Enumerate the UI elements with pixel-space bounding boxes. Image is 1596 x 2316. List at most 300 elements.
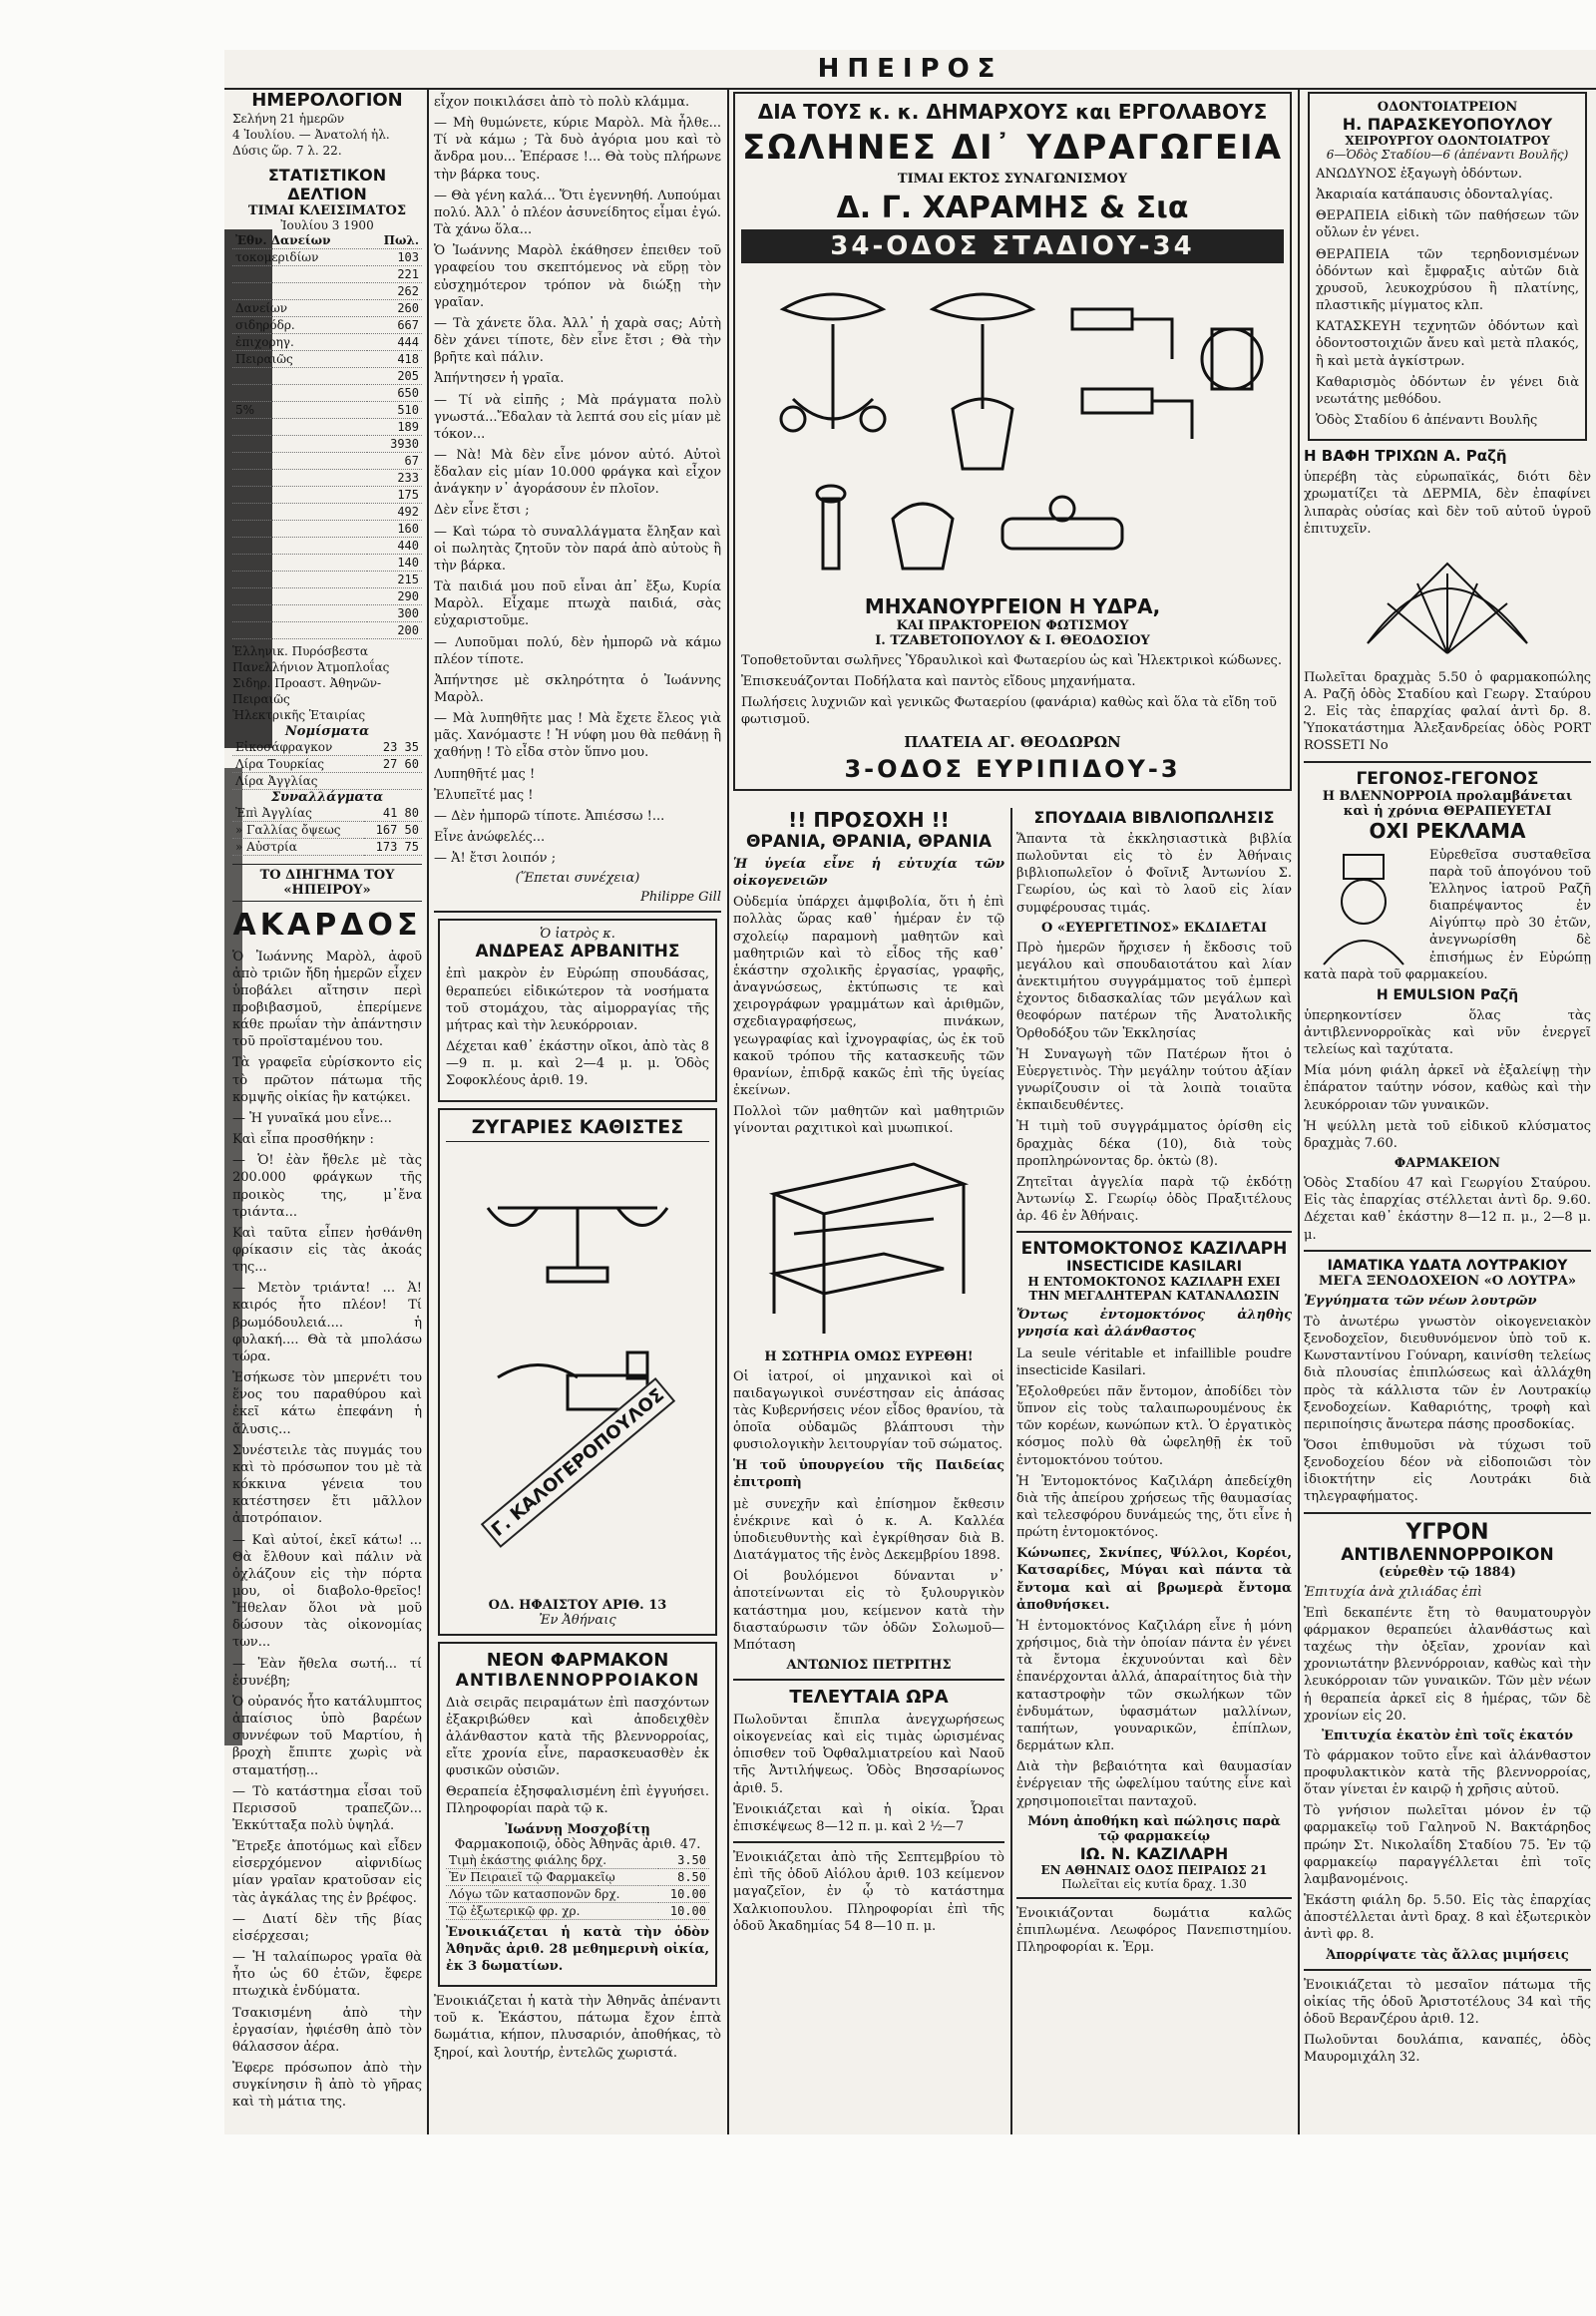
remedy-lead: Ἐπιτυχία ἀνὰ χιλιάδας ἐπὶ xyxy=(1304,1584,1483,1600)
remedy-body: Τὸ φάρμακον τοῦτο εἶνε καὶ ἀλάνθαστον προφυλακτικὸν κατὰ τῆς βλεννορροίας, ὅταν γίνεται ἐν καιρῷ ἡ χρῆσις αὐτοῦ. xyxy=(1304,1747,1591,1798)
story-author: Philippe Gill xyxy=(640,890,721,906)
table-row xyxy=(446,1868,709,1885)
dye-sales: Πωλεῖται δραχμὰς 5.50 ὁ φαρμακοπώλης Α. Ραζῆ ὁδὸς Σταδίου καὶ Γεωργ. Σταύρου 2. Εἰς τὰς ἐπαρχίας φαλαί ἀντὶ δρ. 8. Ὑποκατάστημα Ἀλεξανδρείας ὁδὸς PORT ROSSETI No xyxy=(1304,669,1591,754)
springs-lead: Ἐγγύηματα τῶν νέων λουτρῶν xyxy=(1304,1293,1537,1309)
column-rule xyxy=(727,90,729,2134)
cell xyxy=(232,452,367,469)
ad-company: Δ. Γ. ΧΑΡΑΜΗΣ & Σια xyxy=(836,191,1189,225)
fixtures-illustration xyxy=(753,269,1272,588)
divider xyxy=(1016,1897,1292,1899)
divider xyxy=(1304,1250,1591,1252)
stats-misc: Ἠλεκτρικῆς Ἑταιρίας xyxy=(232,708,366,723)
cell: 205 xyxy=(367,367,422,384)
cell: τοκομεριδίων xyxy=(232,248,367,265)
ad-prices: ΤΙΜΑΙ ΕΚΤΟΣ ΣΥΝΑΓΩΝΙΣΜΟΥ xyxy=(897,172,1128,187)
table-header xyxy=(232,232,422,249)
center-column xyxy=(733,90,1292,2134)
insect-list: Κώνωπες, Σκνίπες, Ψύλλοι, Κορέοι, Κατσαρίδες, Μύγαι καὶ πάντα τὰ ἔντομα καὶ αἱ βρωμερὰ ἔντομα ἀποθνήσκει. xyxy=(1016,1546,1292,1613)
story-paragraph: — Νὰ! Μὰ δὲν εἶνε μόνον αὐτό. Αὐτοὶ ἔδαλαν εἰς μίαν 10.000 φράγκα καὶ εἶχον ἀνάγκην ν᾽ ἀγοράσουν ἐν πλοῖον. xyxy=(434,447,721,498)
story-paragraph: Λυπηθῆτέ μας ! xyxy=(434,766,536,782)
cell xyxy=(232,571,367,587)
cell: 189 xyxy=(367,418,422,435)
table-row xyxy=(232,520,422,537)
cell xyxy=(232,486,367,503)
coins-title: Νομίσματα xyxy=(284,723,370,739)
insect-line: Η ΕΝΤΟΜΟΚΤΟΝΟΣ ΚΑΖΙΛΑΡΗ ΕΧΕΙ ΤΗΝ ΜΕΓΑΛΗΤΕΡΑΝ ΚΑΤΑΝΑΛΩΣΙΝ xyxy=(1027,1275,1281,1304)
journal-title: Ο «ΕΥΕΡΓΕΤΙΝΟΣ» ΕΚΔΙΔΕΤΑΙ xyxy=(1040,920,1267,936)
story-paragraph: Τὰ γραφεῖα εὑρίσκοντο εἰς τὸ πρῶτον πάτωμα τῆς κομψῆς οἰκίας ἣν κατῴκει. xyxy=(232,1055,422,1105)
stats-misc: Πανελλήνιον Ἀτμοπλοΐας xyxy=(232,659,390,674)
cell: 667 xyxy=(367,316,422,333)
stats-title: ΣΤΑΤΙΣΤΙΚΟΝ ΔΕΛΤΙΟΝ xyxy=(267,165,387,203)
cell: 290 xyxy=(367,587,422,604)
cell: σιδηρόδρ. xyxy=(232,316,367,333)
story-paragraph: Τὰ παιδιά μου ποῦ εἶναι ἀπ᾽ ἔξω, Κυρία Μαρὸλ. Εἶχαμε πτωχὰ παιδιά, σὰς εὐχαριστοῦμε. xyxy=(434,579,721,629)
stats-misc: Ἑλληνικ. Πυρόσβεστα xyxy=(232,643,368,658)
table-row xyxy=(232,587,422,604)
story-paragraph: Ἐφερε πρόσωπον ἀπὸ τὴν συγκίνησιν ἢ ἀπὸ τὸ γῆρας καὶ τὴ μάτια της. xyxy=(232,2061,422,2111)
table-row xyxy=(232,469,422,486)
dye-text: ὑπερέβη τὰς εὐρωπαϊκάς, διότι δὲν χρωματίζει τὰ ΔΕΡΜΙΑ, δὲν ἐπαφίνει λιπαρὰς οὐσίας καὶ δὲν τοῦ αὐτοῦ ὑγροῦ ἐπιτυχεῖν. xyxy=(1304,470,1591,537)
committee-line: Ἡ τοῦ ὑπουργείου τῆς Παιδείας ἐπιτροπὴ xyxy=(733,1458,1004,1491)
last-hour-title: ΤΕΛΕΥΤΑΙΑ ΩΡΑ xyxy=(789,1687,949,1708)
books-body: Ἡ Συναγωγὴ τῶν Πατέρων ἤτοι ὁ Εὐεργετινὸς. Τὴν μεγάλην τούτου ἀξίαν γνωρίζουσιν οἱ τὰ λοιπὰ τοιαῦτα ἐκπαιδευθέντες. xyxy=(1016,1046,1292,1114)
cell xyxy=(232,469,367,486)
story-paragraph: Καὶ εἶπα προσθήκην : xyxy=(232,1132,374,1148)
insect-french: La seule véritable et infaillible poudre insecticide Kasilari. xyxy=(1016,1346,1292,1378)
cell: 300 xyxy=(367,604,422,621)
cell: 260 xyxy=(367,299,422,316)
insect-body: Ἐξολοθρεύει πᾶν ἔντομον, ἀποδίδει τὸν ὕπνον εἰς τοὺς ταλαιπωρουμένους ἐκ τῶν κορέων, κωνώπων κτλ. Ὁ ἐργατικὸς κόσμος πολὺ θὰ ὠφεληθῇ ἐκ τοῦ ἐντομοκτόνου τούτου. xyxy=(1016,1383,1292,1468)
divider xyxy=(434,911,721,913)
pipes-ad xyxy=(733,92,1292,791)
cell xyxy=(232,418,367,435)
cell xyxy=(232,503,367,520)
story-paragraph: — Μὴ θυμώνετε, κύριε Μαρὸλ. Μὰ ἦλθε... Τί νὰ κάμω ; Τὰ δυὸ ἀγόρια μου καὶ τὸ ἄνδρα μου... Ἐπέρασε !... Θὰ τοὺς πλήρωνε τὴν βάρκα τους. xyxy=(434,116,721,183)
cell xyxy=(232,587,367,604)
left-column xyxy=(232,90,422,2134)
story-paragraph: — Θὰ γένη καλά... Ὅτι ἐγεννηθή. Λυπούμαι πολύ. Ἀλλ᾽ ὁ πλέον ἀσυνείδητος εἶμαι ἐγώ. Τὰ χάνω ὅλα... xyxy=(434,188,721,238)
story-paragraph: Ἐλυπεῖτέ μας ! xyxy=(434,787,534,803)
table-row xyxy=(232,739,422,756)
divider xyxy=(1304,761,1591,763)
portrait-icon xyxy=(1324,855,1403,965)
springs-hotel: ΜΕΓΑ ΞΕΝΟΔΟΧΕΙΟΝ «Ο ΛΟΥΤΡΑ» xyxy=(1319,1273,1576,1289)
fact-ad xyxy=(1304,769,1591,1244)
fact-body: ὑπερηκοντίσεν ὅλας τὰς ἀντιβλεννορροϊκὰς καὶ νῦν ἐνεργεῖ τελείως καὶ ταχύτατα. xyxy=(1304,1007,1591,1058)
cell: » Γαλλίας ὄψεως xyxy=(232,821,364,838)
books-body: Πρὸ ἡμερῶν ἤρχισεν ἡ ἔκδοσις τοῦ μεγάλου καὶ σπουδαιοτάτου καὶ λίαν ἀνεκτιμήτου συγγράμματος τοῦ ἐμπερὶ ἐχοντος διδασκαλίας τῶν μεγάλων καὶ θεοφόρων πατέρων τῆς Ἀνατολικῆς Ὀρθοδόξου τῶν Ἐκκλησίας xyxy=(1016,940,1292,1041)
dentist-lines xyxy=(1316,166,1579,429)
insect-body: Διὰ τὴν βεβαιότητα καὶ θαυμασίαν ἐνέργειαν τῆς ὠφελίμου ταύτης εἶνε καὶ χρησιμοποιεῖται πανταχοῦ. xyxy=(1016,1759,1292,1809)
cell: 200 xyxy=(367,621,422,638)
rent-note: Ἐνοικιάζεται τὸ μεσαῖον πάτωμα τῆς οἰκίας τῆς ὁδοῦ Ἀριστοτέλους 34 καὶ τῆς ὁδοῦ Βερανζέρου ἀριθ. 12. xyxy=(1304,1977,1591,2027)
story-paragraph: Ἀπήντησε μὲ σκληρότητα ὁ Ἰωάννης Μαρὸλ. xyxy=(434,672,721,705)
story-kicker: ΤΟ ΔΙΗΓΗΜΑ ΤΟΥ «ΗΠΕΙΡΟΥ» xyxy=(232,864,422,902)
cell: Λόγω τῶν κατασπονῶν δρχ. xyxy=(446,1885,658,1902)
lantern-icon xyxy=(1202,329,1262,389)
desks-body: Οἱ ἰατροί, οἱ μηχανικοὶ καὶ οἱ παιδαγωγικοὶ συνέστησαν εἰς ἁπάσας τὰς Κυβερνήσεις νέον εἶδος θρανίου, τὰ ὁποῖα οὐδαμῶς βλάπτουσι τὴν φυσιολογικὴν λειτουργίαν τοῦ σώματος. xyxy=(733,1368,1004,1453)
cell xyxy=(232,621,367,638)
story-paragraph: — Ἐὰν ἤθελα σωτή... τί ἐσυνέβη; xyxy=(232,1656,422,1689)
table-row xyxy=(232,333,422,350)
dentist-name: Η. ΠΑΡΑΣΚΕΥΟΠΟΥΛΟΥ xyxy=(1342,115,1553,134)
table-row xyxy=(232,805,422,822)
faucet-icon xyxy=(1072,309,1192,439)
table-row xyxy=(232,401,422,418)
story-paragraph: — Διατί δὲν τῆς βίας εἰσέρχεσαι; xyxy=(232,1911,422,1944)
cell xyxy=(232,282,367,299)
desks-body: Οὐδεμία ὑπάρχει ἀμφιβολία, ὅτι ἡ ἐπὶ πολλὰς ὥρας καθ᾽ ἡμέραν ἐν τῷ σχολείῳ παραμονὴ μαθητῶν καὶ μαθητριῶν καὶ τὸ εἶδος τῆς καθ᾽ ἑκάστην σχολικῆς ἐργασίας, γραφῆς, ἀναγνώσεως, ἐκτύπωσις τε καὶ χειρογράφων γραμμάτων καὶ ἀριθμῶν, σχεδιαγραφήσεως, πινάκων, γεωγραφίας καὶ ἰχνογραφίας, ὡς ἐκ τοῦ κακοῦ τρόπου τῆς κατασκευῆς τῶν θρανίων, ἐπιδρᾷ κακῶς ἐπὶ τῆς ὑγείας ἐκείνων. xyxy=(733,895,1004,1099)
table-row xyxy=(232,772,422,789)
continued-note: (Ἕπεται συνέχεια) xyxy=(515,871,640,887)
ad-title: ΣΩΛΗΝΕΣ ΔΙ᾽ ΥΔΡΑΓΩΓΕΙΑ xyxy=(741,128,1284,168)
story-body xyxy=(232,949,422,2112)
doctor-name: ΑΝΔΡΕΑΣ ΑΡΒΑΝΙΤΗΣ xyxy=(475,942,680,963)
desks-body: Οἱ βουλόμενοι δύνανται ν᾽ ἀποτείνωνται εἰς τὸ ξυλουργικὸν κατάστημα μου, κείμενον κατὰ τὴν διασταύρωσιν τῶν ὁδῶν Σολωμοῦ—Μπόταση xyxy=(733,1569,1004,1653)
story-paragraph: εἶχον ποικιλάσει ἀπὸ τὸ πολὺ κλάμμα. xyxy=(434,95,690,110)
springs-body: Ὅσοι ἐπιθυμοῦσι νὰ τύχωσι τοῦ ξενοδοχείου δέον νὰ εἰδοποιῶσι τὸν ἰδιοκτήτην εἰς Λουτράκι διὰ τηλεγραφήματος. xyxy=(1304,1437,1591,1505)
sale-name: ΙΩ. Ν. ΚΑΖΙΛΑΡΗ xyxy=(1079,1843,1229,1863)
table-row xyxy=(232,248,422,265)
cell: 41 80 xyxy=(364,805,422,822)
dentist-line: Ἀκαριαία κατάπαυσις ὀδονταλγίας. xyxy=(1316,188,1553,203)
story-continuation xyxy=(434,94,721,867)
fact-line: Η ΒΛΕΝΝΟΡΡΟΙΑ προλαμβάνεται xyxy=(1322,788,1573,804)
dentist-line: ΘΕΡΑΠΕΙΑ τῶν τερηδονισμένων ὀδόντων καὶ ἔμφραξις αὐτῶν διὰ χρυσοῦ, λευκοχρύσου ἢ πλατίνης, πλαστικῆς μίγματος κλπ. xyxy=(1316,246,1579,314)
story-paragraph: Ὁ Ἰωάννης Μαρὸλ ἐκάθησεν ἐπειθεν τοῦ γραφείου του σκεπτόμενος νὰ εὕρῃ τὸν εὐσχημότερον τρόπον νὰ διώξῃ τὴν γραῖαν. xyxy=(434,243,721,310)
pharma-ad xyxy=(438,1642,717,1988)
table-row xyxy=(232,486,422,503)
doctor-ad xyxy=(438,919,717,1101)
cell: Ἐν Πειραιεῖ τῷ Φαρμακεῖῳ xyxy=(446,1868,658,1885)
dentist-role: ΧΕΙΡΟΥΡΓΟΥ ΟΔΟΝΤΟΙΑΤΡΟΥ xyxy=(1345,134,1550,148)
pharma-text: Θεραπεία ἐξησφαλισμένη ἐπὶ ἐγγυήσει. Πληροφορίαι παρὰ τῷ κ. xyxy=(446,1784,709,1817)
table-row xyxy=(232,838,422,855)
story-paragraph: — Ἡ ταλαίπωρος γραῖα θὰ ἦτο ὡς 60 ἐτῶν, ἔφερε πτωχικὰ ἐνδύματα. xyxy=(232,1950,422,2000)
cell: 8.50 xyxy=(658,1868,709,1885)
fact-body: Μία μόνη φιάλη ἀρκεῖ νὰ ἐξαλείψῃ τὴν ἐπάρατον ταύτην νόσον, καθὼς καὶ τὴν λευκόρροιαν τῶν γυναικῶν. xyxy=(1304,1063,1591,1113)
remedy-cure: Ἐπιτυχία ἑκατὸν ἐπὶ τοῖς ἑκατόν xyxy=(1322,1728,1573,1743)
divider xyxy=(733,1679,1004,1681)
ad-desc: Ἐπισκευάζονται Ποδήλατα καὶ παντὸς εἴδους μηχανήματα. xyxy=(741,674,1136,690)
story-paragraph: Ὁ Ἰωάννης Μαρὸλ, ἀφοῦ ἀπὸ τριῶν ἤδη ἡμερῶν εἶχεν ὑποβάλει αἴτησιν περὶ προβιβασμοῦ, ἐπερίμενε κάθε πρωΐαν τὴν ἀπάντησιν τοῦ προϊσταμένου του. xyxy=(232,949,422,1050)
cell: 27 60 xyxy=(367,755,422,772)
calendar-line: Δύσις ὥρ. 7 λ. 22. xyxy=(232,144,342,159)
last-hour-body: Πωλοῦνται ἔπιπλα ἀνεγχωρήσεως οἰκογενείας καὶ εἰς τιμὰς ὡρισμένας ὀπισθεν τοῦ Ὀφθαλμιατρείου καὶ Ναοῦ τῆς Ἀντιλήψεως. Ὁδὸς Βησσαρίωνος ἀριθ. 5. xyxy=(733,1713,1004,1796)
cell xyxy=(232,265,367,282)
table-row xyxy=(232,316,422,333)
stats-misc: Σιδηρ. Προαστ. Ἀθηνῶν-Πειραιῶς xyxy=(232,675,382,707)
cell: Εἰκοσάφραγκον xyxy=(232,739,367,756)
story-paragraph: — Καὶ αὐτοί, ἐκεῖ κάτω! ... Θὰ ἔλθουν καὶ πάλιν νὰ ὀχλάζουν εἰς τὴν πόρτα μου, οἱ διαβολο-θρεῖος! Ἤθελαν ὅλοι νὰ μοῦ δώσουν τὰς οἰκονομίας των... xyxy=(232,1532,422,1651)
cell: 3.50 xyxy=(658,1852,709,1869)
school-desk-illustration xyxy=(754,1144,984,1344)
calendar-line: Σελήνη 21 ἡμερῶν xyxy=(232,112,345,126)
fact-line: καὶ ἡ χρόνια ΘΕΡΑΠΕΥΕΤΑΙ xyxy=(1343,803,1552,819)
divider xyxy=(1016,1231,1292,1233)
cell: 510 xyxy=(367,401,422,418)
masthead-title: ΗΠΕΙΡΟΣ xyxy=(817,54,1003,84)
story-paragraph: — Καὶ τώρα τὸ συναλλάγματα ἔληξαν καὶ οἱ πωλητὰς ζητοῦν τὸν παρά ἀπὸ αὐτοὺς ἢ τὴν βάρκα. xyxy=(434,524,721,574)
table-row xyxy=(232,265,422,282)
books-body: Ζητεῖται ἀγγελία παρὰ τῷ ἐκδότῃ Ἀντωνίῳ Σ. Γεωρίῳ ὁδὸς Πραξιτέλους ἀρ. 46 ἐν Ἀθήναις. xyxy=(1016,1174,1292,1225)
column-rule xyxy=(1298,90,1300,2134)
springs-ad xyxy=(1304,1258,1591,1506)
pharmacy-address: Ὁδὸς Σταδίου 47 καὶ Γεωργίου Σταύρου. Εἰς τὰς ἐπαρχίας στέλλεται ἀντὶ δρ. 9.60. Δέχεται καθ᾽ ἑκάστην 8—12 π. μ., 2—8 μ. μ. xyxy=(1304,1176,1591,1243)
desks-title: ΘΡΑΝΙΑ, ΘΡΑΝΙΑ, ΘΡΑΝΙΑ xyxy=(745,832,993,852)
scale-icon xyxy=(498,1352,647,1409)
cell xyxy=(367,772,422,789)
cell: Τῷ ἐξωτερικῷ φρ. χρ. xyxy=(446,1902,658,1919)
cell: 233 xyxy=(367,469,422,486)
pharma-text: Διὰ σειρᾶς πειραμάτων ἐπὶ πασχόντων ἐξακριβώθεν καὶ ἀποδειχθὲν ἀλάνθαστον κατὰ τῆς βλεννορροίας, εἴτε χρονία εἶνε, παρασκευασθὲν ἐκ φυσικῶν οὐσιῶν. xyxy=(446,1695,709,1779)
cell xyxy=(232,367,367,384)
cell: Τιμὴ ἑκάστης φιάλης δρχ. xyxy=(446,1852,658,1869)
story-paragraph: — Ἀ! ἔτσι λοιπόν ; xyxy=(434,851,557,867)
story-paragraph: Ὁ οὐρανός ἦτο κατάλυμπτος ἀπαίσιος ὑπὸ βαρέων συννέφων τοῦ Μαρτίου, ἡ βροχὴ ἔπιπτε χωρὶς νὰ σταματήσῃ... xyxy=(232,1694,422,1778)
table-row xyxy=(232,554,422,571)
ad-sub2: ΚΑΙ ΠΡΑΚΤΟΡΕΙΟΝ ΦΩΤΙΣΜΟΥ xyxy=(896,618,1129,633)
dentist-address: 6—Ὁδὸς Σταδίου—6 (ἀπέναντι Βουλῆς) xyxy=(1326,148,1569,162)
ad-sub3: Ι. ΤΖΑΒΕΤΟΠΟΥΛΟΥ & Ι. ΘΕΟΔΟΣΙΟΥ xyxy=(875,633,1150,648)
story-paragraph: Δὲν εἶνε ἔτσι ; xyxy=(434,503,530,519)
table-row xyxy=(232,621,422,638)
remedy-note: Ἀπορρίψατε τὰς ἄλλας μιμήσεις xyxy=(1326,1947,1569,1963)
cell: 3930 xyxy=(367,435,422,452)
pharma-name: Ἰωάννῃ Μοσχοβίτῃ xyxy=(505,1821,650,1837)
dentist-line: Ὁδὸς Σταδίου 6 ἀπέναντι Βουλῆς xyxy=(1316,413,1538,429)
center-left-sub xyxy=(733,808,1004,1939)
table-row xyxy=(232,384,422,401)
cell xyxy=(232,554,367,571)
springs-body: Τὸ ἀνωτέρω γνωστὸν οἰκογενειακὸν ξενοδοχεῖον, διευθυνόμενον ὑπὸ τοῦ κ. Κωνσταντίνου Γούναρη, καινίσθη τελείως διὰ πλουσίας ἐπιπλώσεως καὶ ἀλλάχθη πρὸς τὰ κάλλιστα τῶν ἐν Λουτρακίῳ ξενοδοχείων. Καθαριότης, τροφὴ καὶ περιποίησις ἄνωτερα πάσης προσδοκίας. xyxy=(1304,1314,1591,1432)
rent-note: Ἐνοικιάζεται ἡ κατὰ τὴν Ἀθηνᾶς ἀπέναντι τοῦ κ. Ἑκάστου, πάτωμα ἔχον ἑπτὰ δωμάτια, κήπον, πλυσαριόν, ἀποθήκας, τὸ ξηροί, καὶ λουτήρ, ἐντελῶς χωριστά. xyxy=(434,1994,721,2061)
cell: Λίρα Τουρκίας xyxy=(232,755,367,772)
ad-sub1: ΜΗΧΑΝΟΥΡΓΕΙΟΝ Η ΥΔΡΑ, xyxy=(864,594,1161,618)
ad-square: ΠΛΑΤΕΙΑ ΑΓ. ΘΕΟΔΩΡΩΝ xyxy=(904,732,1121,751)
dentist-line: ΑΝΩΔΥΝΟΣ ἐξαγωγὴ ὀδόντων. xyxy=(1316,167,1523,182)
center-right-sub xyxy=(1016,808,1292,1960)
remedy-body: Ἐπὶ δεκαπέντε ἔτη τὸ θαυματουργὸν φάρμακον θεραπεύει ἀλανθάστως καὶ ταχέως τὴν ὀξεῖαν, χρονίαν καὶ χρονιωτάτην βλεννόρροιαν, καθὼς καὶ τὴν λευκόρροιαν τῶν γυναικῶν. Τῶν μὲν νέων ἡ θεραπεία ἀρκεῖ εἰς 8 ἡμέρας, τῶν δὲ χρονίων εἰς 20. xyxy=(1304,1605,1591,1724)
story-paragraph: Τσακισμένη ἀπὸ τὴν ἐργασίαν, ἠφιέσθη ἀπὸ τὸν θάλασσον ἀέρα. xyxy=(232,2005,422,2055)
masthead xyxy=(224,50,1596,90)
cell: 160 xyxy=(367,520,422,537)
desks-signature: ΑΝΤΩΝΙΟΣ ΠΕΤΡΙΤΗΣ xyxy=(786,1658,952,1673)
column-header: Ἐθν. Δανείων xyxy=(232,232,367,249)
scales-ad xyxy=(438,1108,717,1636)
desks-body: Πολλοὶ τῶν μαθητῶν καὶ μαθητριῶν γίνονται ραχιτικοὶ καὶ μυωπικοί. xyxy=(733,1104,1004,1137)
ad-street: 34-ΟΔΟΣ ΣΤΑΔΙΟΥ-34 xyxy=(741,229,1284,263)
rent-note: Ἐνοικιάζεται ἀπὸ τῆς Σεπτεμβρίου τὸ ἐπὶ τῆς ὁδοῦ Αἰόλου ἀριθ. 103 κείμενον μαγαζεῖον, ἐν ᾧ τὸ κατάστημα Χαλκιοπουλου. Πληροφορίαι ἐπὶ τῆς ὁδοῦ Ἀκαδημίας 54 8—10 π. μ. xyxy=(733,1850,1004,1934)
story-paragraph: Ἐσήκωσε τὸν μπερνέτι του ἕνος του παραθύρου καὶ ἐκεῖ κάτω ἐπεφάνη ἡ ἄλυσις... xyxy=(232,1370,422,1437)
cell xyxy=(232,537,367,554)
calendar-line: 4 Ἰουλίου. — Ἀνατολή ἡλ. xyxy=(232,128,390,143)
story-paragraph: — Δὲν ἠμπορῶ τίποτε. Ἀπιέσσω !... xyxy=(434,808,665,824)
newspaper-page xyxy=(224,50,1596,2134)
fan-icon xyxy=(1368,564,1527,653)
table-row xyxy=(232,435,422,452)
story-paragraph: — Τί νὰ εἰπῆς ; Μὰ πράγματα πολὺ γνωστά...Ἔδαλαν τὰ λεπτά σου εἰς μίαν μὲ τόκον... xyxy=(434,392,721,442)
cell: » Αὐστρία xyxy=(232,838,364,855)
exchange-title: Συναλλάγματα xyxy=(270,789,384,805)
valve-icon xyxy=(1002,497,1122,549)
desks-lead: Ἡ ὑγεία εἶνε ἡ εὐτυχία τῶν οἰκογενειῶν xyxy=(733,857,1004,890)
cell xyxy=(232,604,367,621)
scales-city: Ἐν Ἀθήναις xyxy=(539,1612,616,1628)
pharmacy-title: ΦΑΡΜΑΚΕΙΟΝ xyxy=(1394,1156,1501,1172)
insect-lead: Ὄντως ἐντομοκτόνος ἀληθὴς γνησία καὶ ἀλάνθαστος xyxy=(1016,1308,1292,1341)
gas-burner-icon xyxy=(817,486,953,569)
doctor-line: Ὁ ἰατρὸς κ. xyxy=(540,927,615,943)
cell: 650 xyxy=(367,384,422,401)
table-row xyxy=(446,1885,709,1902)
insect-title: ΕΝΤΟΜΟΚΤΟΝΟΣ ΚΑΖΙΛΑΡΗ xyxy=(1020,1239,1288,1260)
scales-title: ΖΥΓΑΡΙΕΣ ΚΑΘΙΣΤΕΣ xyxy=(446,1116,709,1142)
story-paragraph: Ἔτρεξε ἀποτόμως καὶ εἶδεν εἰσερχόμενον αἰφνιδίως μίαν γραῖαν κρατοῦσαν εἰς τὰς ἀγκάλας της ἐν βρέφος. xyxy=(232,1839,422,1906)
cell: 5% xyxy=(232,401,367,418)
cell: Ἐπὶ Ἀγγλίας xyxy=(232,805,364,822)
remedy-title: ΥΓΡΟΝ xyxy=(1405,1519,1489,1545)
remedy-body: Ἑκάστη φιάλη δρ. 5.50. Εἰς τὰς ἐπαρχίας ἀποστέλλεται ἀντὶ δραχ. 8 καὶ ἐξωτερικὸν ἀντὶ φρ. 8. xyxy=(1304,1893,1591,1943)
table-row xyxy=(232,821,422,838)
story-paragraph: — Ὁ! ἐὰν ἤθελε μὲ τὰς 200.000 φράγκων τῆς προικὸς της, μ᾽ἔνα τριάντα... xyxy=(232,1153,422,1220)
ad-desc: Πωλήσεις λυχνιῶν καὶ γενικῶς Φωταερίου (φανάρια) καθὼς καὶ ὅλα τὰ εἴδη τοῦ φωτισμοῦ. xyxy=(741,695,1277,728)
stats-subtitle: ΤΙΜΑΙ ΚΛΕΙΣΙΜΑΤΟΣ xyxy=(247,202,407,218)
table-row xyxy=(232,299,422,316)
fact-body: Εὑρεθεῖσα συσταθεῖσα παρὰ τοῦ ἀπογόνου τοῦ Ἑλληνος ἰατροῦ Ραζῆ διαπρέψαντος ἐν Αἰγύπτῳ πρὸ 30 ἐτῶν, ἀνεγνωρίσθη δὲ ἐπισήμως ἐν Εὐρώπῃ κατὰ παρὰ τοῦ φαρμακείου. xyxy=(1304,847,1591,982)
dye-ad xyxy=(1304,447,1591,754)
story-paragraph: — Τὰ χάνετε ὅλα. Ἀλλ᾽ ἡ χαρὰ σας; Αὐτὴ δὲν χάνει τίποτε, δὲν εἶνε ἔτσι ; Θὰ τὴν βρῆτε καὶ πάλιν. xyxy=(434,315,721,366)
portrait-illustration xyxy=(1304,847,1423,966)
table-row xyxy=(232,418,422,435)
table-row xyxy=(232,367,422,384)
story-title: ΑΚΑΡΔΟΣ xyxy=(232,907,422,943)
column-header: Πωλ. xyxy=(367,232,422,249)
second-column xyxy=(434,90,721,2134)
cell: 23 35 xyxy=(367,739,422,756)
rent-note: Ἐνοικιάζεται ἡ κατὰ τὴν ὁδὸν Ἀθηνᾶς ἀριθ. 28 μεθημερινὴ οἰκία, ἐκ 3 δωματίων. xyxy=(446,1924,709,1974)
column-rule xyxy=(1010,808,1012,2134)
column-rule xyxy=(427,90,429,2134)
books-body: Ἡ τιμὴ τοῦ συγγράμματος ὁρίσθη εἰς δραχμὰς δέκα (10), διὰ τοὺς προπληρώνοντας δρ. ὀκτὼ (8). xyxy=(1016,1119,1292,1169)
table-row xyxy=(446,1902,709,1919)
table-row xyxy=(232,350,422,367)
remedy-line: (εὑρεθὲν τῷ 1884) xyxy=(1379,1564,1516,1580)
pharma-subtitle: ΑΝΤΙΒΛΕΝΝΟΡΡΟΙΑΚΟΝ xyxy=(455,1670,700,1691)
story-paragraph: Εἶνε ἀνώφελές... xyxy=(434,830,546,846)
cell xyxy=(232,435,367,452)
fact-line: ΟΧΙ ΡΕΚΛΑΜΑ xyxy=(1369,818,1526,843)
doctor-hours: Δέχεται καθ᾽ ἑκάστην οἴκοι, ἀπὸ τὰς 8—9 π. μ. καὶ 2—4 μ. μ. Ὁδὸς Σοφοκλέους ἀριθ. 19. xyxy=(446,1039,709,1089)
table-row xyxy=(232,452,422,469)
desks-body: μὲ συνεχῆν καὶ ἐπίσημον ἔκθεσιν ἐνέκρινε καὶ ὁ κ. Α. Καλλέα ὑποδιευθυντὴς καὶ ἐγκρίθησαν διὰ Β. Διατάγματος τῆς ἐνὸς Δεκεμβρίου 1898. xyxy=(733,1496,1004,1564)
divider xyxy=(1304,1512,1591,1514)
cell: 167 50 xyxy=(364,821,422,838)
dentist-line: Καθαρισμὸς ὀδόντων ἐν γένει διὰ νεωτάτης μεθόδου. xyxy=(1316,374,1579,407)
table-row xyxy=(232,537,422,554)
cell: 173 75 xyxy=(364,838,422,855)
sale-address: ΕΝ ΑΘΗΝΑΙΣ ΟΔΟΣ ΠΕΙΡΑΙΩΣ 21 xyxy=(1040,1862,1268,1877)
insect-body: Ἡ Ἐντομοκτόνος Καζιλάρη ἀπεδείχθη διὰ τῆς ἀπείρου χρήσεως τῆς θαυμασίας καὶ τελεσφόρου δυνάμεώς της, ὅτι εἶνε ἡ πρώτη ἐντομοκτόνος. xyxy=(1016,1473,1292,1541)
cell: 444 xyxy=(367,333,422,350)
pharma-title: ΝΕΟΝ ΦΑΡΜΑΚΟΝ xyxy=(486,1649,669,1671)
story-paragraph: — Ἡ γυναῖκά μου εἶνε... xyxy=(232,1110,392,1126)
cell: ἐπιχορηγ. xyxy=(232,333,367,350)
story-paragraph: — Μετὸν τριάντα! ... Ἀ! καιρός ἦτο πλέον! Τί βρωμόδουλειά.... ἡ φυλακή.... Θὰ τὰ μπολάσω τώρα. xyxy=(232,1281,422,1364)
fact-title: ΓΕΓΟΝΟΣ-ΓΕΓΟΝΟΣ xyxy=(1356,768,1539,789)
cell: 67 xyxy=(367,452,422,469)
dentist-line: ΘΕΡΑΠΕΙΑ εἰδικὴ τῶν παθήσεων τῶν οὔλων ἐν γένει. xyxy=(1316,208,1579,241)
stats-table xyxy=(232,232,422,639)
dentist-ad xyxy=(1308,92,1587,441)
coins-table xyxy=(232,739,422,790)
lamp-shade-icon xyxy=(933,294,1032,469)
calendar-title: ΗΜΕΡΟΛΟΓΙΟΝ xyxy=(251,90,403,111)
books-body: Ἅπαντα τὰ ἐκκλησιαστικὰ βιβλία πωλοῦνται εἰς τὸ ἐν Ἀθήναις βιβλιοπωλεῖον ὁ Φοῖνιξ Ἀντωνίου Σ. Γεωρίου, ὡς καὶ τὸ λαοῦ εἰς λίαν συμφέρουσας τιμάς. xyxy=(1016,832,1292,916)
divider xyxy=(733,1841,1004,1843)
fact-body: Ἡ ψεύλλη μετὰ τοῦ εἰδικοῦ κλύσματος δραχμὰς 7.60. xyxy=(1304,1118,1591,1151)
rent-note: Πωλοῦνται δουλάπια, καναπές, ὁδὸς Μαυρομιχάλη 32. xyxy=(1304,2033,1591,2066)
story-paragraph: — Μὰ λυπηθῆτε μας ! Μὰ ἔχετε ἔλεος γιὰ μᾶς. Χανόμαστε ! Ἡ νύφη μου θὰ πεθάνῃ ἢ χαθήνῃ ! Τὸ εἶδα στὸν ὕπνο μου. xyxy=(434,711,721,761)
divider xyxy=(1304,1969,1591,1971)
attention-title: !! ΠΡΟΣΟΧΗ !! xyxy=(788,808,950,832)
table-row xyxy=(232,604,422,621)
stats-date: Ἰουλίου 3 1900 xyxy=(280,217,374,232)
price-table xyxy=(446,1852,709,1920)
scale-icon xyxy=(488,1208,667,1282)
springs-title: ΙΑΜΑΤΙΚΑ ΥΔΑΤΑ ΛΟΥΤΡΑΚΙΟΥ xyxy=(1327,1257,1568,1274)
remedy-subtitle: ΑΝΤΙΒΛΕΝΝΟΡΡΟΙΚΟΝ xyxy=(1341,1544,1554,1565)
story-paragraph: Συνέστειλε τὰς πυγμάς του καὶ τὸ πρόσωπον του μὲ τὰ κόκκινα γένεια του κατέστησεν ἔτι μᾶλλον ἀποτρόπαιον. xyxy=(232,1442,422,1527)
dentist-line: ΚΑΤΑΣΚΕΥΗ τεχνητῶν ὀδόντων καὶ ὀδοντοστοιχιῶν ἄνευ καὶ μετὰ πλακός, ἢ καὶ μετὰ ἀγκίστρων. xyxy=(1316,319,1579,369)
cell: 262 xyxy=(367,282,422,299)
ad-street2: 3-ΟΔΟΣ ΕΥΡΙΠΙΔΟΥ-3 xyxy=(844,754,1181,783)
cell xyxy=(232,520,367,537)
cell: 221 xyxy=(367,265,422,282)
remedy-ad xyxy=(1304,1520,1591,2067)
cell: 440 xyxy=(367,537,422,554)
table-row xyxy=(232,503,422,520)
fact-product: Η EMULSION Ραζῆ xyxy=(1376,986,1519,1003)
table-row xyxy=(446,1852,709,1869)
cell: Πειραιῶς xyxy=(232,350,367,367)
story-paragraph: Καὶ ταῦτα εἶπεν ἠσθάνθη φρίκασιν εἰς τὰς ἀκοάς της... xyxy=(232,1225,422,1276)
insect-body: Ἡ ἐντομοκτόνος Καζιλάρη εἶνε ἡ μόνη χρήσιμος, διὰ τὴν ὁποίαν πάντα ἐν γένει τὰ ἔντομα ἐκχυνούνται καὶ δὲν ἐπανέρχονται ἀλλά, ἀπαραίτητος διὰ τὴν καταστροφὴν τῶν σκωλήκων τῶν ἐνδυμάτων, ὑφασμάτων μαλλίνων, ταπήτων, γουναρικῶν, ἐπίπλων, δερμάτων κλπ. xyxy=(1016,1618,1292,1754)
sale-title: Μόνη ἀποθήκη καὶ πώλησις παρὰ τῷ φαρμακείῳ xyxy=(1027,1813,1281,1844)
dye-title: Η ΒΑΦΗ ΤΡΙΧΩΝ Α. Ραζῆ xyxy=(1304,447,1507,466)
table-row xyxy=(232,755,422,772)
desk-icon xyxy=(774,1164,964,1334)
cell: 10.00 xyxy=(658,1885,709,1902)
ad-desc: Τοποθετοῦνται σωλῆνες Ὑδραυλικοὶ καὶ Φωταερίου ὡς καὶ Ἠλεκτρικοὶ κώδωνες. xyxy=(741,653,1282,668)
cell xyxy=(232,384,367,401)
story-paragraph: — Τὸ κατάστημα εἶσαι τοῦ Περισσοῦ τραπεζῶν... Ἐκκύτταξα πολὺ ὑψηλά. xyxy=(232,1783,422,1833)
scales-maker: Γ. ΚΑΛΟΓΕΡΟΠΟΥΛΟΣ xyxy=(480,1377,674,1548)
cell: Λίρα Ἀγγλίας xyxy=(232,772,367,789)
right-column xyxy=(1304,90,1591,2134)
remedy-body: Τὸ γνήσιον πωλεῖται μόνον ἐν τῷ φαρμακεῖῳ τοῦ Γαληνοῦ Ν. Βακτάρηδος πρώην Στ. Νικολαΐδη Σταδίου 75. Ἐν τῷ φαρμακείῳ παραγγέλλεται ἐπὶ τοῖς λαμβανομένοις. xyxy=(1304,1803,1591,1887)
chandelier-icon xyxy=(781,294,885,431)
exchange-table xyxy=(232,805,422,856)
cell: 492 xyxy=(367,503,422,520)
sale-price: Πωλεῖται εἰς κυτία δραχ. 1.30 xyxy=(1061,1876,1247,1891)
table-row xyxy=(232,282,422,299)
ad-header: ΔΙΑ ΤΟΥΣ κ. κ. ΔΗΜΑΡΧΟΥΣ και ΕΡΓΟΛΑΒΟΥΣ xyxy=(757,100,1268,124)
books-title: ΣΠΟΥΔΑΙΑ ΒΙΒΛΙΟΠΩΛΗΣΙΣ xyxy=(1033,808,1275,827)
pharma-address: Φαρμακοποιῷ, ὁδὸς Ἀθηνᾶς ἀριθ. 47. xyxy=(454,1836,701,1852)
cell: 175 xyxy=(367,486,422,503)
